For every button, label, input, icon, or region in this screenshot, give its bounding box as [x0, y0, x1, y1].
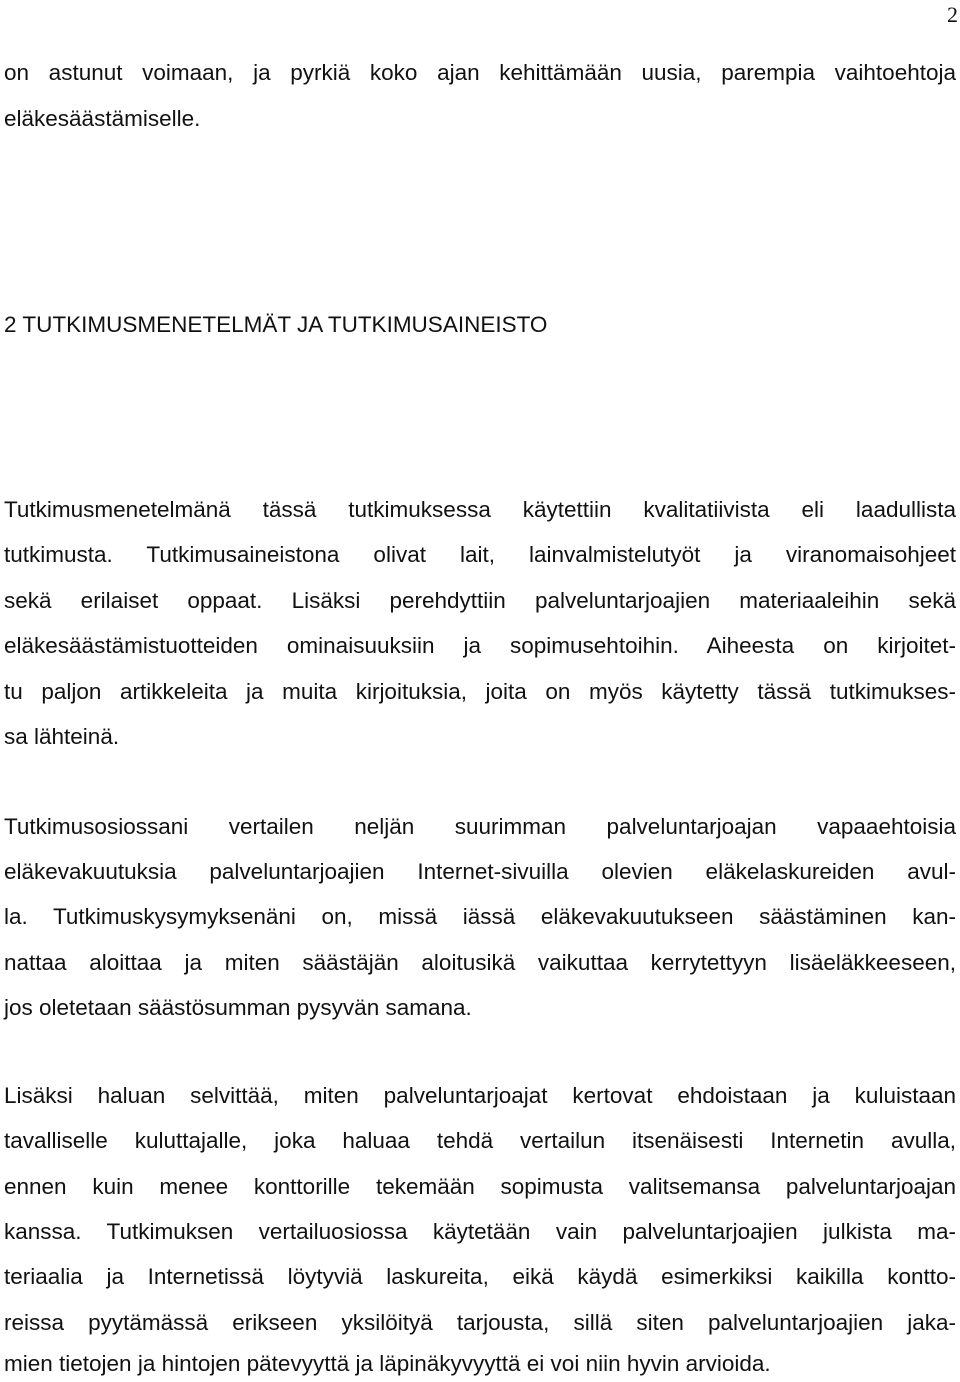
text-line: teriaalia ja Internetissä löytyviä laskureita, eikä käydä esimerkiksi kaikilla kontto- [4, 1264, 956, 1289]
text-line: eläkesäästämiselle. [4, 106, 201, 131]
text-line: sa lähteinä. [4, 724, 120, 749]
text-line: eläkevakuutuksia palveluntarjoajien Internet-sivuilla olevien eläkelaskureiden avul- [4, 859, 956, 884]
text-line: kanssa. Tutkimuksen vertailuosiossa käytetään vain palveluntarjoajien julkista ma- [4, 1219, 956, 1244]
text-line: la. Tutkimuskysymyksenäni on, missä iässä eläkevakuutukseen säästäminen kan- [4, 904, 956, 929]
text-line: sekä erilaiset oppaat. Lisäksi perehdyttiin palveluntarjoajien materiaaleihin sekä [4, 588, 956, 613]
text-line: jos oletetaan säästösumman pysyvän samana. [4, 995, 472, 1020]
page-number: 2 [947, 2, 958, 27]
section-heading: 2 TUTKIMUSMENETELMÄT JA TUTKIMUSAINEISTO [4, 312, 548, 337]
text-line: tavalliselle kuluttajalle, joka haluaa tehdä vertailun itsenäisesti Internetin avulla, [4, 1128, 956, 1153]
text-line: mien tietojen ja hintojen pätevyyttä ja läpinäkyvyyttä ei voi niin hyvin arvioida. [4, 1351, 771, 1376]
text-line: eläkesäästämistuotteiden ominaisuuksiin ja sopimusehtoihin. Aiheesta on kirjoitet- [4, 633, 956, 658]
text-line: tutkimusta. Tutkimusaineistona olivat lait, lainvalmistelutyöt ja viranomaisohjeet [4, 542, 956, 567]
text-line: Tutkimusmenetelmänä tässä tutkimuksessa käytettiin kvalitatiivista eli laadullista [4, 497, 956, 522]
text-line: tu paljon artikkeleita ja muita kirjoituksia, joita on myös käytetty tässä tutkimukses- [4, 679, 956, 704]
text-line: ennen kuin menee konttorille tekemään sopimusta valitsemansa palveluntarjoajan [4, 1174, 956, 1199]
text-line: nattaa aloittaa ja miten säästäjän aloitusikä vaikuttaa kerrytettyyn lisäeläkkeeseen, [4, 950, 956, 975]
text-line: on astunut voimaan, ja pyrkiä koko ajan kehittämään uusia, parempia vaihtoehtoja [4, 60, 956, 85]
text-line: reissa pyytämässä erikseen yksilöityä tarjousta, sillä siten palveluntarjoajien jaka- [4, 1310, 956, 1335]
text-line: Tutkimusosiossani vertailen neljän suurimman palveluntarjoajan vapaaehtoisia [4, 814, 956, 839]
text-line: Lisäksi haluan selvittää, miten palveluntarjoajat kertovat ehdoistaan ja kuluistaan [4, 1083, 956, 1108]
